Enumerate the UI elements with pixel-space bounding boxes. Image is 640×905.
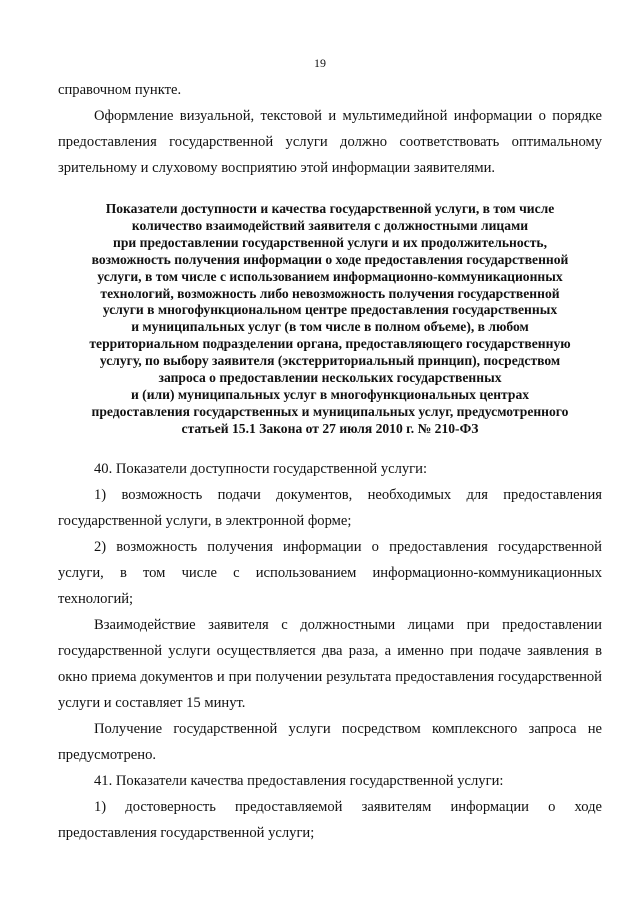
heading-line: и муниципальных услуг (в том числе в полном объеме), в любом — [131, 319, 529, 335]
section-heading — [58, 201, 602, 438]
heading-line: возможность получения информации о ходе предоставления государственной — [91, 251, 569, 267]
item-41-paragraph: 41. Показатели качества предоставления государственной услуги: — [94, 773, 504, 789]
continued-line: справочном пункте. — [58, 82, 182, 98]
item-41-1-paragraph: 1) достоверность предоставляемой заявителям информации о ходе предоставления государственной услуги; — [58, 799, 602, 841]
heading-line: количество взаимодействий заявителя с должностными лицами — [131, 217, 529, 233]
heading-line: статьей 15.1 Закона от 27 июля 2010 г. № 210-ФЗ — [181, 420, 479, 436]
item-40-1-paragraph: 1) возможность подачи документов, необходимых для предоставления государственной услуги, в электронной форме; — [58, 487, 602, 529]
item-40-paragraph: 40. Показатели доступности государственной услуги: — [94, 461, 428, 477]
heading-line: предоставления государственных и муниципальных услуг, предусмотренного — [91, 403, 569, 419]
page-number: 19 — [314, 56, 326, 70]
interaction-paragraph: Взаимодействие заявителя с должностными лицами при предоставлении государственной услуги осуществляется два раза, а именно при подаче заявления в окно приема документов и при получении результата предоставления государственной услуги и составляет 15 минут. — [58, 617, 602, 711]
visual-info-paragraph: Оформление визуальной, текстовой и мультимедийной информации о порядке предоставления государственной услуги должно соответствовать оптимальному зрительному и слуховому восприятию этой информации заявителями. — [58, 108, 602, 176]
item-40-2-paragraph: 2) возможность получения информации о предоставления государственной услуги, в том числе с использованием информационно-коммуникационных технологий; — [58, 539, 602, 607]
heading-line: услуги в многофункциональном центре предоставления государственных — [102, 302, 558, 318]
heading-line: услуги, в том числе с использованием информационно-коммуникационных — [97, 268, 563, 284]
heading-line: при предоставлении государственной услуги и их продолжительность, — [113, 234, 547, 250]
heading-line: технологий, возможность либо невозможность получения государственной — [100, 285, 560, 301]
heading-line: территориальном подразделении органа, предоставляющего государственную — [89, 336, 571, 352]
heading-line: и (или) муниципальных услуг в многофункциональных центрах — [130, 386, 530, 402]
heading-line: услугу, по выбору заявителя (экстерриториальный принцип), посредством — [99, 353, 561, 369]
heading-line: запроса о предоставлении нескольких государственных — [158, 370, 502, 386]
complex-request-paragraph: Получение государственной услуги посредством комплексного запроса не предусмотрено. — [58, 721, 602, 763]
heading-line: Показатели доступности и качества государственной услуги, в том числе — [105, 201, 555, 216]
